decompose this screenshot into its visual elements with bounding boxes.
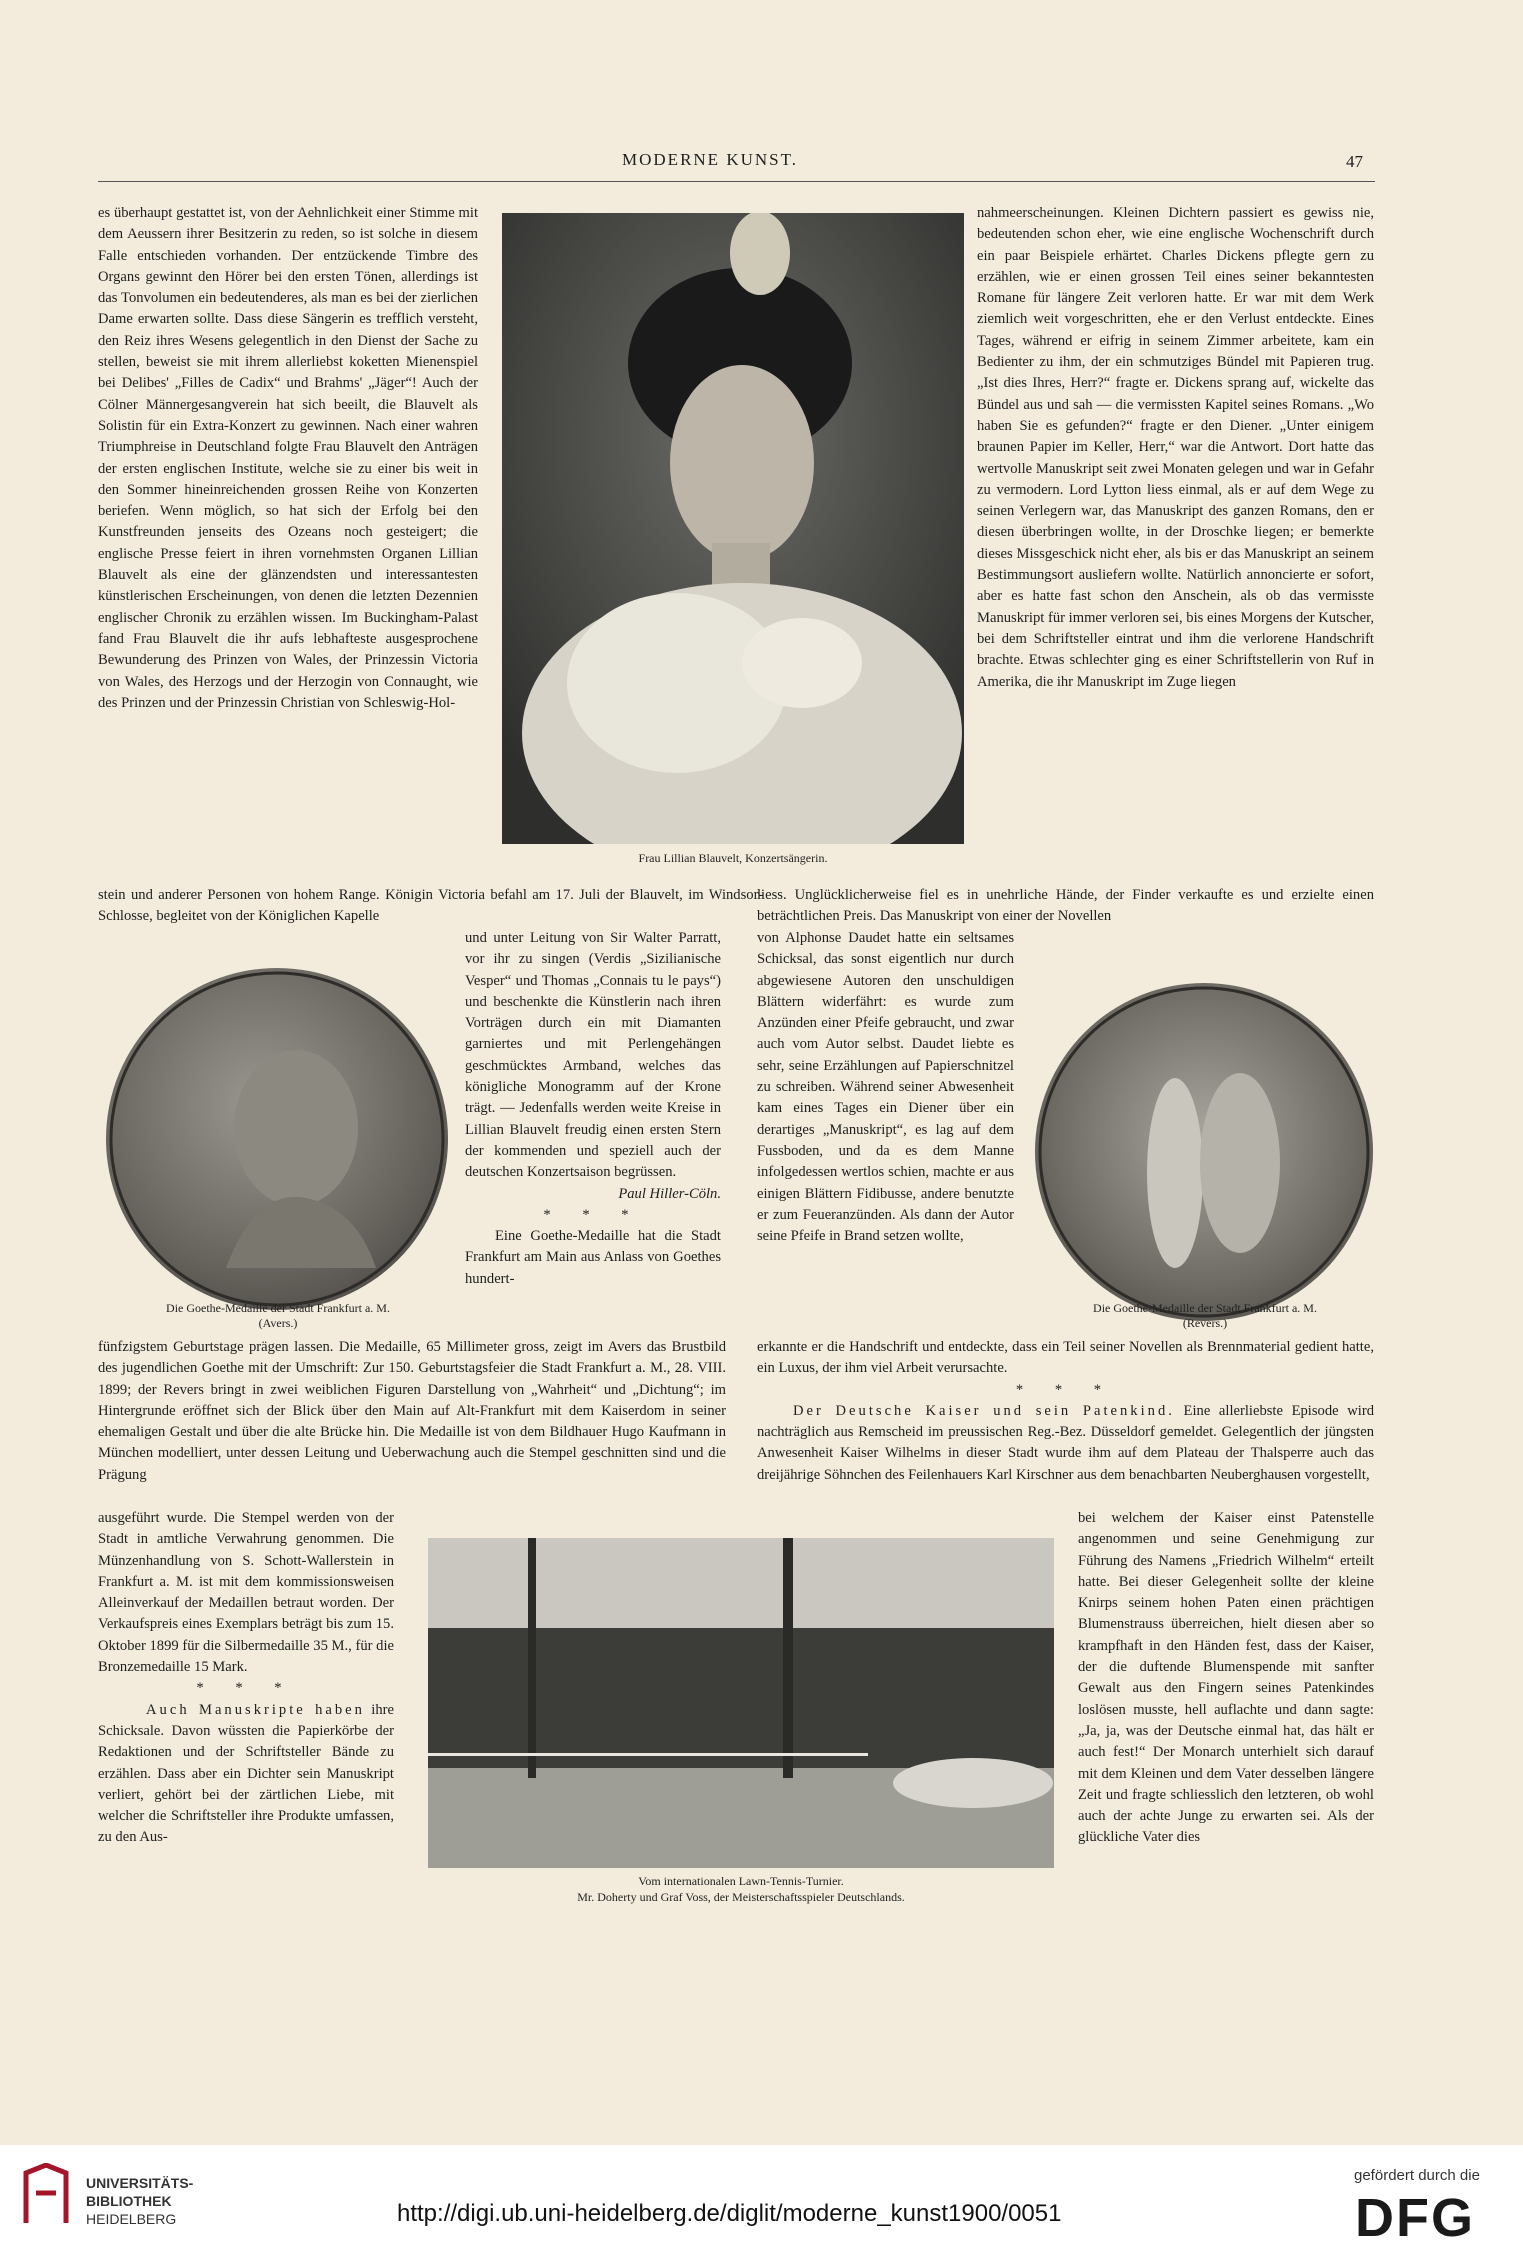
library-name-1: UNIVERSITÄTS- bbox=[86, 2175, 194, 2191]
goethe-intro: Eine Goethe-Medaille hat die Stadt Frankfurt am Main aus Anlass von Goethes hundert- bbox=[465, 1228, 721, 1287]
column-center-right: von Alphonse Daudet hatte ein seltsames Schicksal, das sonst eigentlich nur durch abgewiesene Autoren den unschuldigen Blättern widerfährt: es wurde zum Anzünden einer Pfeife gebraucht, und zwar auch vom Autor selbst. Daudet liebte es sehr, seine Erzählungen auf Papierschnitzel zu schreiben. Während seiner Abwesenheit kam eines Tages ein Diener über ein derartiges „Manuskript“, es lag auf dem Fussboden, und da es dem Manne infolgedessen wertlos schien, machte er aus einigen Blättern Fidibusse, andere benutzte er zum Feueranzünden. Als dann der Autor seine Pfeife in Brand setzen wollte, bbox=[757, 930, 1014, 1245]
kaiser-heading: Der Deutsche Kaiser und sein Patenkind. bbox=[793, 1402, 1175, 1419]
portrait-caption: Frau Lillian Blauvelt, Konzertsängerin. bbox=[638, 851, 828, 865]
tennis-illustration bbox=[428, 1538, 1054, 1868]
section-divider-right: * * * bbox=[1015, 1381, 1116, 1398]
medal-avers-caption-1: Die Goethe-Medaille der Stadt Frankfurt a. M. bbox=[166, 1301, 390, 1315]
paragraph-manuskripte-2: nahmeerscheinungen. Kleinen Dichtern passiert es gewiss nie, bedeutenden schon eher, wie eine englische Wochenschrift durch ein paar Beispiele erhärtet. Charles Dickens pflegte gern zu erzählen, wie er einen grossen Teil eines seiner bekanntesten Romane für längere Zeit verloren hatte. Er war mit dem Werk ziemlich weit vorgeschritten, ehe er den Verlust entdeckte. Eines Tages, während er eifrig in seinem Zimmer arbeitete, kam ein Bedienter zu ihm, der ein schmutziges Bündel mit Papieren trug. „Ist dies Ihres, Herr?“ fragte er. Dickens sprang auf, wickelte das Bündel aus und sah — die vermissten Kapitel seines Romans. „Wo haben Sie es gefunden?“ fragte er den Diener. „Unter einigem braunen Papier im Keller, Herr,“ war die Antwort. Dort hatte das wertvolle Manuskript seit zwei Monaten gelegen und war in Gefahr zu vermodern. Lord Lytton liess einmal, als er auf dem Wege zu seinen Verlegern war, das Manuskript des ganzen Romans, den er diesen überbringen wollte, in der Droschke liegen; er bemerkte dieses Missgeschick nicht eher, als bis er das Manuskript an seinem Bestimmungsort ausliefern wollte. Natürlich annoncierte er sofort, aber es hatte fast schon den Anschein, als ob das vermisste Manuskript für immer verloren sei, bis eines Morgens der Kutscher, bei dem Schriftsteller eintrat und ihm die verlorene Handschrift brachte. Etwas schlechter ging es einer Schriftstellerin von Ruf in Amerika, die ihr Manuskript im Zuge liegen bbox=[977, 205, 1374, 690]
section-divider-left: * * * bbox=[196, 1680, 296, 1697]
kaiser-paragraph bbox=[757, 1401, 1374, 1486]
tennis-caption-2: Mr. Doherty und Graf Voss, der Meisterschaftsspieler Deutschlands. bbox=[577, 1890, 905, 1904]
running-title: MODERNE KUNST. bbox=[622, 150, 798, 169]
goethe-medal-revers bbox=[1035, 983, 1373, 1321]
wide-text-right-b: erkannte er die Handschrift und entdeckte, dass ein Teil seiner Novellen als Brennmaterial gedient hatte, ein Luxus, der ihm viel Arbeit verursachte. * * * Der Deutsche Kaiser und sein Patenkind. Eine allerliebste Episode wird nachträglich aus Remscheid im preussischen Reg.-Bez. Düsseldorf gemeldet. Gelegentlich der jüngsten Anwesenheit Kaiser Wilhelms in dieser Stadt wurde ihm auf dem Plateau der Thalsperre auch das dreijährige Söhnchen des Feilenhauers Karl Kirschner aus dem benachbarten Neuberghausen vorgestellt, bbox=[757, 1337, 1374, 1486]
column-right-top bbox=[977, 203, 1374, 693]
manuskripte-paragraph bbox=[98, 1700, 394, 1849]
tennis-caption-1: Vom internationalen Lawn-Tennis-Turnier. bbox=[638, 1874, 844, 1888]
dfg-logo: DFG bbox=[1355, 2188, 1475, 2248]
digitization-footer bbox=[0, 2145, 1523, 2263]
column-right-bottom: bei welchem der Kaiser einst Patenstelle angenommen und seine Genehmigung zur Führung des Namens „Friedrich Wilhelm“ erteilt hatte. Bei dieser Gelegenheit sollte der kleine Knirps seinem hohen Paten einen prächtigen Blumenstrauss überreichen, hielt diesen aber so krampfhaft in den Händen fest, dass der Kaiser, der die duftende Blumenspende mit sanfter Gewalt aus den Fingern seines Patenkindes loslösen musste, hell auflachte und dann sagte: „Ja, ja, was der Deutsche einmal hat, das hält er auch fest!“ Der Monarch unterhielt sich darauf mit dem Kleinen und dem Vater desselben längere Zeit und fragte schliesslich den letzteren, ob wohl auch der achte Junge zu erwarten sei. Als der glückliche Vater dies bbox=[1078, 1510, 1374, 1846]
library-logo bbox=[16, 2163, 76, 2227]
library-name-3: HEIDELBERG bbox=[86, 2211, 177, 2227]
manuskripte-heading: Auch Manuskripte haben bbox=[146, 1701, 365, 1718]
section-divider: * * * bbox=[543, 1206, 643, 1223]
tennis-photo bbox=[428, 1538, 1054, 1868]
goethe-medal-avers bbox=[106, 968, 448, 1310]
source-url[interactable]: http://digi.ub.uni-heidelberg.de/diglit/moderne_kunst1900/0051 bbox=[397, 2200, 1062, 2227]
author-signature: Paul Hiller-Cöln. bbox=[618, 1185, 721, 1202]
medal-revers-caption-2: (Revers.) bbox=[1182, 1316, 1228, 1330]
portrait-illustration bbox=[502, 213, 964, 844]
medal-avers-caption-2: (Avers.) bbox=[258, 1316, 298, 1330]
medal-revers-relief bbox=[1035, 983, 1373, 1321]
paragraph-blauvelt-1: es überhaupt gestattet ist, von der Aehnlichkeit einer Stimme mit dem Aeussern ihrer Besitzerin zu reden, so ist solche in diesem Falle entschieden vorhanden. Der entzückende Timbre des Organs gewinnt den Hörer bei den ersten Tönen, allerdings ist das Tonvolumen ein bedeutenderes, als man es bei der zierlichen Dame erwarten sollte. Dass diese Sängerin es trefflich versteht, den Reiz ihres Wesens gelegentlich in den Dienst der Sache zu stellen, beweist sie mit ihrem allerliebst koketten Mienenspiel bei Delibes' „Filles de Cadix“ und Brahms' „Jäger“! Auch der Cölner Männergesangverein hat sich beeilt, die Blauvelt als Solistin für ein Extra-Konzert zu gewinnen. Nach einer wahren Triumphreise in Deutschland folgte Frau Blauvelt den Anträgen der ersten englischen Institute, welche sie zu einer bis weit in den Sommer hineinreichenden grossen Reihe von Konzerten beriefen. Wenn möglich, so hat sich der Erfolg bei den Kunstfreunden jenseits des Ozeans noch gesteigert; die englische Presse feiert in ihren vornehmsten Organen Lillian Blauvelt als eine der glänzendsten und interessantesten künstlerischen Erscheinungen, von denen die letzten Dezennien englischer Chronik zu erzählen wissen. Im Buckingham-Palast fand Frau Blauvelt die ihr aufs lebhafteste ausgesprochene Bewunderung des Prinzen von Wales, der Prinzessin Victoria von Wales, des Herzogs und der Herzogin von Connaught, wie des Prinzen und der Prinzessin Christian von Schleswig-Hol- bbox=[98, 205, 478, 711]
funding-note: gefördert durch die bbox=[1354, 2167, 1480, 2184]
library-logo-icon bbox=[16, 2163, 76, 2227]
kaiser-text: Eine allerliebste Episode wird nachträglich aus Remscheid im preussischen Reg.-Bez. Düsseldorf gemeldet. Gelegentlich der jüngsten Anwesenheit Kaiser Wilhelms in dieser Stadt wurde ihm auf dem Plateau der Thalsperre auch das dreijährige Söhnchen des Feilenhauers Karl Kirschner aus dem benachbarten Neuberghausen vorgestellt, bbox=[757, 1402, 1375, 1483]
page-number: 47 bbox=[1346, 152, 1363, 171]
portrait-photo bbox=[502, 213, 964, 844]
library-name-2: BIBLIOTHEK bbox=[86, 2193, 172, 2209]
medal-revers-caption-1: Die Goethe-Medaille der Stadt Frankfurt a. M. bbox=[1093, 1301, 1317, 1315]
wide-text-left-a: stein und anderer Personen von hohem Range. Königin Victoria befahl am 17. Juli der Blauvelt, im Windsor-Schlosse, begleitet von der Königlichen Kapelle bbox=[98, 887, 763, 925]
column-left-bottom: ausgeführt wurde. Die Stempel werden von der Stadt in amtliche Verwahrung genommen. Die Münzenhandlung von S. Schott-Wallerstein in Frankfurt a. M. ist mit dem kommissionsweisen Alleinverkauf der Medaillen betraut worden. Der Verkaufspreis eines Exemplars beträgt bis zum 15. Oktober 1899 für die Silbermedaille 35 M., für die Bronzemedaille 15 Mark. * * * Auch Manuskripte haben ihre Schicksale. Davon wüssten die Papierkörbe der Redaktionen und der Schriftsteller Bände zu erzählen. Dass aber ein Dichter sein Manuskript verliert, gehört bei der zärtlichen Liebe, mit welcher die Schriftsteller ihre Produkte umfassen, zu den Aus- bbox=[98, 1508, 394, 1849]
column-middle-left: und unter Leitung von Sir Walter Parratt, vor ihr zu singen (Verdis „Sizilianische Vesper“ und Thomas „Connais tu le pays“) und beschenkte die Künstlerin nach ihren Vorträgen durch ein mit Diamanten garniertes und mit Perlengehängen geschmücktes Armband, welches das königliche Monogramm auf der Krone trägt. — Jedenfalls werden weite Kreise in Lillian Blauvelt freudig einen ersten Stern der kommenden und speziell auch der deutschen Konzertsaison begrüssen. Paul Hiller-Cöln. * * * Eine Goethe-Medaille hat die Stadt Frankfurt am Main aus Anlass von Goethes hundert- bbox=[465, 928, 721, 1290]
column-left-top bbox=[98, 203, 478, 714]
wide-text-right-a: liess. Unglücklicherweise fiel es in unehrliche Hände, der Finder verkaufte es und erzielte einen beträchtlichen Preis. Das Manuskript von einer der Novellen bbox=[757, 887, 1374, 925]
manuskripte-text: ihre Schicksale. Davon wüssten die Papierkörbe der Redaktionen und der Schriftsteller Bände zu erzählen. Dass aber ein Dichter sein Manuskript verliert, gehört bei der zärtlichen Liebe, mit welcher die Schriftsteller ihre Produkte umfassen, zu den Aus- bbox=[98, 1701, 394, 1846]
wide-text-left-b: fünfzigstem Geburtstage prägen lassen. Die Medaille, 65 Millimeter gross, zeigt im Avers das Brustbild des jugendlichen Goethe mit der Umschrift: Zur 150. Geburtstagsfeier die Stadt Frankfurt a. M., 28. VIII. 1899; der Revers bringt in zwei weiblichen Figuren Darstellung von „Wahrheit“ und „Dichtung“; im Hintergrunde eröffnet sich der Blick über den Main auf Alt-Frankfurt mit dem Kaiserdom in seiner ehemaligen Gestalt und über die alte Brücke hin. Die Medaille ist von dem Bildhauer Hugo Kaufmann in München modelliert, unter dessen Leitung und Ueberwachung auch die Stempel geschnitten sind und die Prägung bbox=[98, 1339, 726, 1483]
header-rule bbox=[98, 181, 1375, 182]
medal-avers-relief bbox=[106, 968, 448, 1310]
